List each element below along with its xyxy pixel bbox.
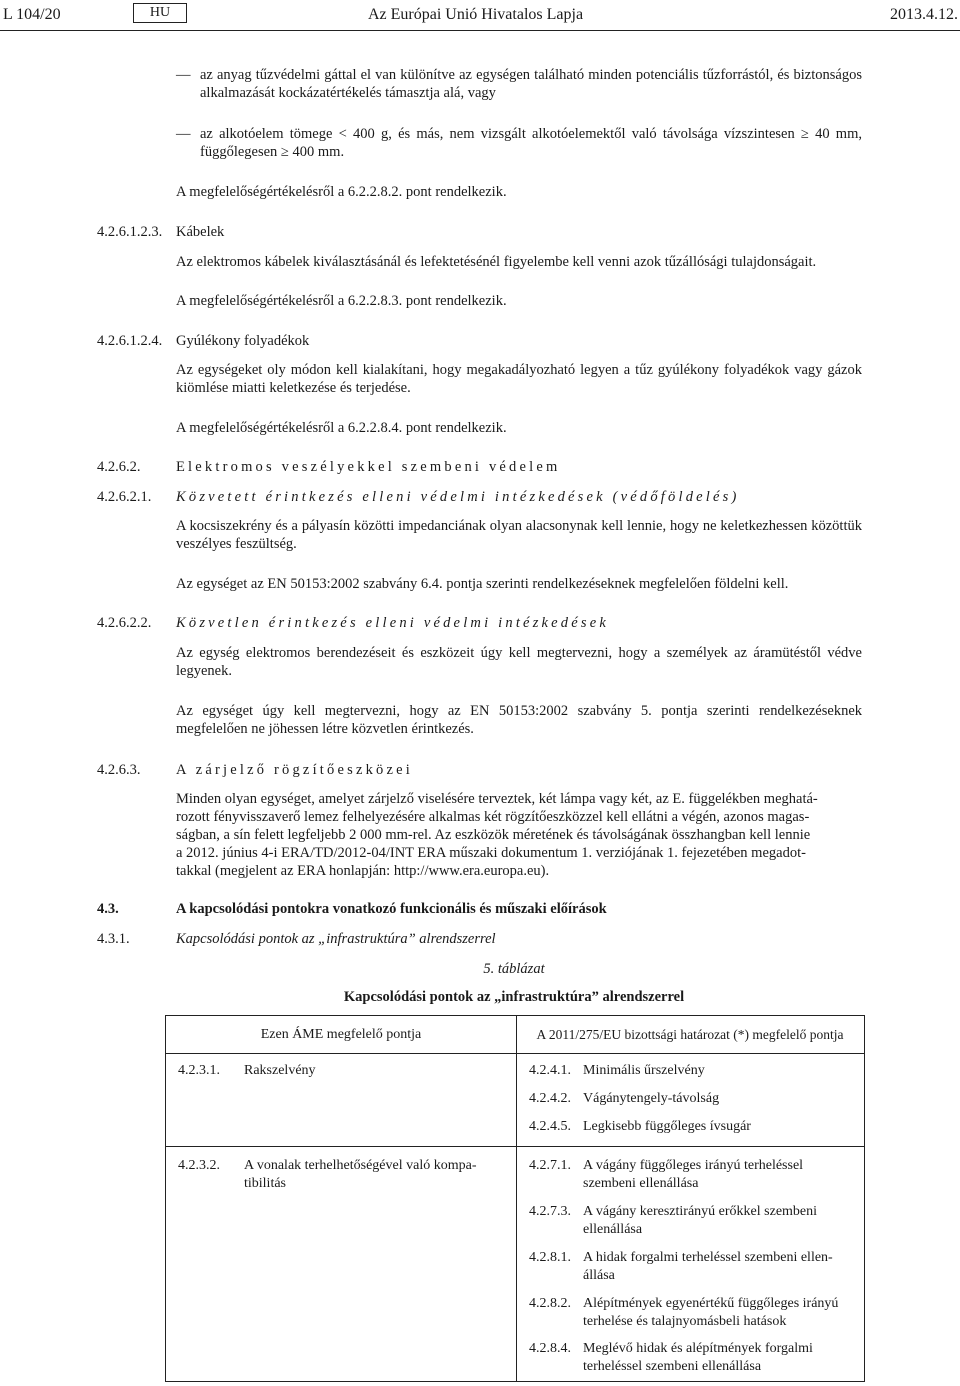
header-divider: [0, 30, 960, 31]
section-number: 4.2.6.2.: [97, 459, 141, 475]
page-header: [0, 2, 960, 28]
journal-title: Az Európai Unió Hivatalos Lapja: [368, 6, 584, 23]
table-header-divider: [165, 1053, 864, 1054]
section-number: 4.2.6.2.2.: [97, 615, 152, 631]
section-title: Gyúlékony folyadékok: [176, 333, 310, 349]
paragraph: Az egységeket oly módon kell kialakítani, hogy megakadályozható legyen a tűz gyúlékony folyadékok vagy gázok kiömlése miatti keletkezése és terjedése.: [176, 362, 862, 396]
paragraph-line: a 2012. június 4-i ERA/TD/2012-04/INT ERA műszaki dokumentum 1. verziójának 1. fejezetében megadot-: [176, 845, 806, 861]
section-title: Elektromos veszélyekkel szembeni védelem: [176, 459, 561, 475]
table-cell-text: Legkisebb függőleges ívsugár: [583, 1119, 751, 1134]
paragraph: A kocsiszekrény és a pályasín közötti impedanciának olyan alacsonynak kell lennie, hogy ne keletkezhessen közöttük veszélyes feszültség.: [176, 518, 862, 552]
paragraph: Az egységet úgy kell megtervezni, hogy az EN 50153:2002 szabvány 5. pontja szerinti rendelkezéseknek megfelelően ne jöhessen létre közvetlen érintkezés.: [176, 703, 862, 737]
table-row-divider: [165, 1146, 864, 1147]
section-title: Közvetlen érintkezés elleni védelmi intézkedések: [176, 615, 610, 631]
paragraph: Az elektromos kábelek kiválasztásánál és lefektetésénél figyelembe kell venni azok tűzállósági tulajdonságait.: [176, 254, 817, 270]
paragraph: Az egységet az EN 50153:2002 szabvány 6.4. pontja szerinti rendelkezéseknek megfelelően földelni kell.: [176, 576, 789, 592]
table-cell-line: terhelése és talajnyomásbeli hatások: [583, 1314, 787, 1329]
table-cell-text: Rakszelvény: [244, 1063, 316, 1078]
table-cell-line: ellenállása: [583, 1222, 643, 1237]
table-cell-line: állása: [583, 1268, 615, 1283]
table-cell-text: [244, 1157, 512, 1193]
section-number: 4.2.6.2.1.: [97, 489, 152, 505]
table-cell-text: [583, 1295, 861, 1331]
table-cell-text: [583, 1203, 861, 1239]
table-cell-num: 4.2.8.2.: [529, 1296, 571, 1311]
paragraph: A megfelelőségértékelésről a 6.2.2.8.4. pont rendelkezik.: [176, 420, 507, 436]
section-title: Kapcsolódási pontok az „infrastruktúra” alrendszerrel: [176, 931, 496, 947]
table-cell-num: 4.2.4.5.: [529, 1119, 571, 1134]
table-cell-line: A vágány függőleges irányú terheléssel: [583, 1158, 804, 1173]
bullet-item: az alkotóelem tömege < 400 g, és más, nem vizsgált alkotóelemektől való távolsága vízszintesen ≥ 40 mm, függőlegesen ≥ 400 mm.: [200, 126, 862, 160]
paragraph: A megfelelőségértékelésről a 6.2.2.8.2. pont rendelkezik.: [176, 184, 507, 200]
bullet-item: az anyag tűzvédelmi gáttal el van különítve az egységen található minden potenciális tűzforrástól, és biztonságos alkalmazását kockázatértékelés támasztja alá, vagy: [200, 67, 862, 101]
section-number: 4.3.1.: [97, 931, 130, 947]
paragraph: [176, 790, 862, 880]
table-cell-text: Minimális űrszelvény: [583, 1063, 705, 1078]
table-column-divider: [516, 1015, 517, 1381]
table-cell-num: 4.2.4.2.: [529, 1091, 571, 1106]
table-cell-text: Vágánytengely-távolság: [583, 1091, 720, 1106]
table-cell-text: [583, 1157, 861, 1193]
publication-date: 2013.4.12.: [890, 6, 958, 23]
paragraph-line: Minden olyan egységet, amelyet zárjelző viselésére terveztek, két lámpa vagy két, az E. függelékben meghatá-: [176, 791, 818, 807]
table-cell-line: Meglévő hidak és alépítmények forgalmi: [583, 1341, 813, 1356]
paragraph: Az egység elektromos berendezéseit és eszközeit úgy kell megtervezni, hogy a személyek az áramütéstől védve legyenek.: [176, 645, 862, 679]
table-cell-line: A vonalak terhelhetőségével való kompa-: [244, 1158, 477, 1173]
page-reference: L 104/20: [3, 6, 61, 23]
table-caption: Kapcsolódási pontok az „infrastruktúra” alrendszerrel: [343, 989, 685, 1005]
section-title: Kábelek: [176, 224, 225, 240]
table-cell-num: 4.2.3.2.: [178, 1158, 220, 1173]
table-cell-num: 4.2.8.1.: [529, 1250, 571, 1265]
table-cell-num: 4.2.7.3.: [529, 1204, 571, 1219]
table-header-cell: Ezen ÁME megfelelő pontja: [260, 1027, 422, 1042]
table-cell-line: Alépítmények egyenértékű függőleges irányú: [583, 1296, 839, 1311]
section-number: 4.2.6.1.2.4.: [97, 333, 163, 349]
section-title: Közvetett érintkezés elleni védelmi intézkedések (védőföldelés): [176, 489, 740, 505]
bullet-dash: —: [176, 67, 191, 83]
paragraph-line: rozott fényvisszaverő lemez felhelyezésére alkalmas két rögzítőeszközzel kell ellátni a végén, azonos magas-: [176, 809, 810, 825]
table-cell-text: [583, 1340, 861, 1376]
table-label: 5. táblázat: [483, 961, 545, 977]
table-cell-text: [583, 1249, 861, 1285]
table-cell-line: tibilitás: [244, 1176, 286, 1191]
paragraph: A megfelelőségértékelésről a 6.2.2.8.3. pont rendelkezik.: [176, 293, 507, 309]
section-number: 4.2.6.1.2.3.: [97, 224, 163, 240]
bullet-dash: —: [176, 126, 191, 142]
table-cell-num: 4.2.7.1.: [529, 1158, 571, 1173]
section-number: 4.3.: [97, 901, 119, 917]
table-cell-line: A vágány keresztirányú erőkkel szembeni: [583, 1204, 818, 1219]
paragraph-line: takkal (megjelent az ERA honlapján: http://www.era.europa.eu).: [176, 863, 550, 879]
table-cell-num: 4.2.8.4.: [529, 1341, 571, 1356]
section-title: A zárjelző rögzítőeszközei: [176, 762, 413, 778]
table-cell-line: A hidak forgalmi terheléssel szembeni ellen-: [583, 1250, 833, 1265]
table-header-cell: A 2011/275/EU bizottsági határozat (*) megfelelő pontja: [536, 1027, 844, 1042]
table-cell-line: terheléssel szembeni ellenállása: [583, 1359, 762, 1374]
paragraph-line: ságban, a sín felett legfeljebb 2 000 mm-rel. Az eszközök méretének és távolságának összhangban kell lennie: [176, 827, 811, 843]
table-cell-line: szembeni ellenállása: [583, 1176, 699, 1191]
table-cell-num: 4.2.3.1.: [178, 1063, 220, 1078]
language-badge: HU: [133, 3, 187, 23]
table-cell-num: 4.2.4.1.: [529, 1063, 571, 1078]
section-title: A kapcsolódási pontokra vonatkozó funkcionális és műszaki előírások: [176, 901, 607, 917]
section-number: 4.2.6.3.: [97, 762, 141, 778]
